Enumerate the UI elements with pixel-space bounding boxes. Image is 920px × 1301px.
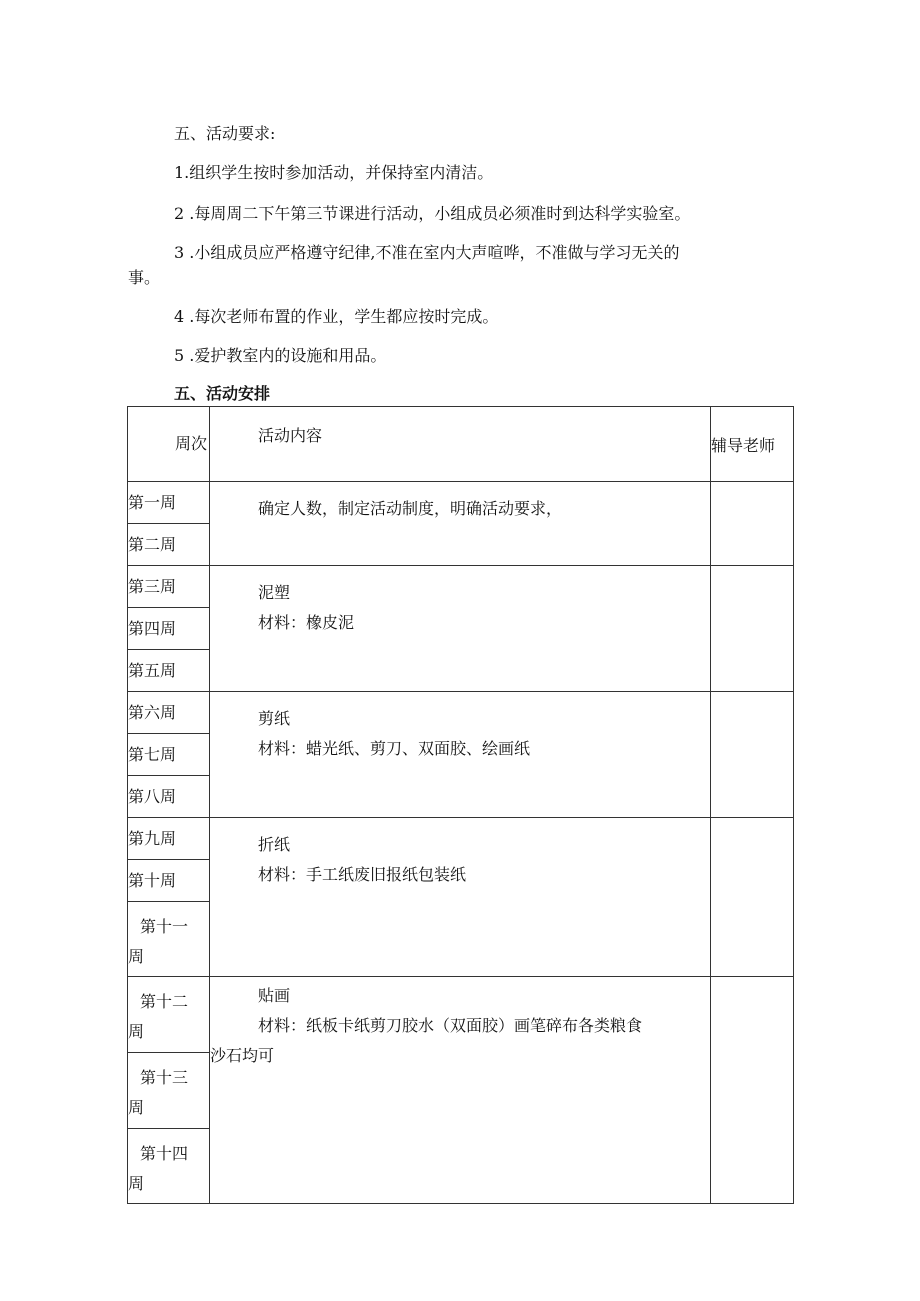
activity-title: 泥塑 xyxy=(258,583,291,602)
activity-line: 确定人数，制定活动制度，明确活动要求， xyxy=(258,499,563,518)
table-header-row xyxy=(128,407,794,482)
schedule-table xyxy=(127,406,794,1204)
requirement-item-3: 3 .小组成员应严格遵守纪律,不准在室内大声喧哗，不准做与学习无关的 xyxy=(174,243,680,262)
week-label-line2: 周 xyxy=(128,947,145,966)
week-cell xyxy=(128,608,210,650)
schedule-heading: 五、活动安排 xyxy=(174,384,271,403)
week-label-line1: 第十二 xyxy=(140,992,189,1011)
week-cell xyxy=(128,860,210,902)
week-label xyxy=(128,1129,209,1199)
activity-materials: 材料：蜡光纸、剪刀、双面胶、绘画纸 xyxy=(258,739,531,758)
requirement-item-5: 5 .爱护教室内的设施和用品。 xyxy=(174,346,387,365)
header-teacher xyxy=(711,407,794,482)
week-label-line1: 第十四 xyxy=(140,1144,189,1163)
week-cell xyxy=(128,650,210,692)
week-label xyxy=(128,1053,209,1123)
activity-materials: 材料：手工纸废旧报纸包装纸 xyxy=(258,865,467,884)
activity-title: 折纸 xyxy=(258,835,291,854)
teacher-cell xyxy=(711,977,794,1204)
week-cell xyxy=(128,1053,210,1129)
week-label: 第五周 xyxy=(128,661,177,680)
activity-content-cell xyxy=(210,692,711,818)
week-cell xyxy=(128,566,210,608)
week-label: 第八周 xyxy=(128,787,177,806)
activity-content-cell xyxy=(210,818,711,977)
activity-content-cell xyxy=(210,977,711,1204)
activity-content-cell xyxy=(210,482,711,566)
week-label: 第四周 xyxy=(128,619,177,638)
week-label: 第十周 xyxy=(128,871,177,890)
week-label: 第七周 xyxy=(128,745,177,764)
week-label: 第三周 xyxy=(128,577,177,596)
requirement-item-3-cont: 事。 xyxy=(128,268,161,287)
week-cell xyxy=(128,1129,210,1204)
week-label-line2: 周 xyxy=(128,1174,145,1193)
week-cell xyxy=(128,902,210,977)
week-cell xyxy=(128,692,210,734)
table-row xyxy=(128,482,794,524)
activity-title: 贴画 xyxy=(258,986,291,1005)
header-teacher-label: 辅导老师 xyxy=(711,435,776,455)
week-cell xyxy=(128,977,210,1053)
week-label: 第一周 xyxy=(128,493,177,512)
requirement-item-4: 4 .每次老师布置的作业，学生都应按时完成。 xyxy=(174,307,499,326)
activity-content-cell xyxy=(210,566,711,692)
week-label: 第九周 xyxy=(128,829,177,848)
activity-title: 剪纸 xyxy=(258,709,291,728)
header-content-label: 活动内容 xyxy=(258,426,323,445)
activity-materials-cont: 沙石均可 xyxy=(210,1046,275,1065)
week-label xyxy=(128,902,209,972)
week-label-line1: 第十一 xyxy=(140,917,189,936)
header-content xyxy=(210,407,711,482)
teacher-cell xyxy=(711,566,794,692)
week-label-line2: 周 xyxy=(128,1098,145,1117)
week-cell xyxy=(128,734,210,776)
requirement-item-2: 2 .每周周二下午第三节课进行活动，小组成员必须准时到达科学实验室。 xyxy=(174,204,691,223)
week-cell xyxy=(128,524,210,566)
requirements-heading: 五、活动要求: xyxy=(174,124,276,143)
activity-materials: 材料：橡皮泥 xyxy=(258,613,355,632)
week-label: 第六周 xyxy=(128,703,177,722)
week-cell xyxy=(128,818,210,860)
activity-materials: 材料：纸板卡纸剪刀胶水（双面胶）画笔碎布各类粮食 xyxy=(258,1016,643,1035)
week-label: 第二周 xyxy=(128,535,177,554)
table-row xyxy=(128,818,794,860)
week-cell xyxy=(128,776,210,818)
table-row xyxy=(128,692,794,734)
week-cell xyxy=(128,482,210,524)
header-week-label: 周次 xyxy=(174,434,207,453)
table-row xyxy=(128,566,794,608)
requirement-item-1: 1.组织学生按时参加活动，并保持室内清洁。 xyxy=(174,163,494,182)
teacher-cell xyxy=(711,692,794,818)
teacher-cell xyxy=(711,818,794,977)
table-row xyxy=(128,977,794,1053)
week-label-line2: 周 xyxy=(128,1022,145,1041)
teacher-cell xyxy=(711,482,794,566)
week-label-line1: 第十三 xyxy=(140,1068,189,1087)
week-label xyxy=(128,977,209,1047)
header-week xyxy=(128,407,210,482)
